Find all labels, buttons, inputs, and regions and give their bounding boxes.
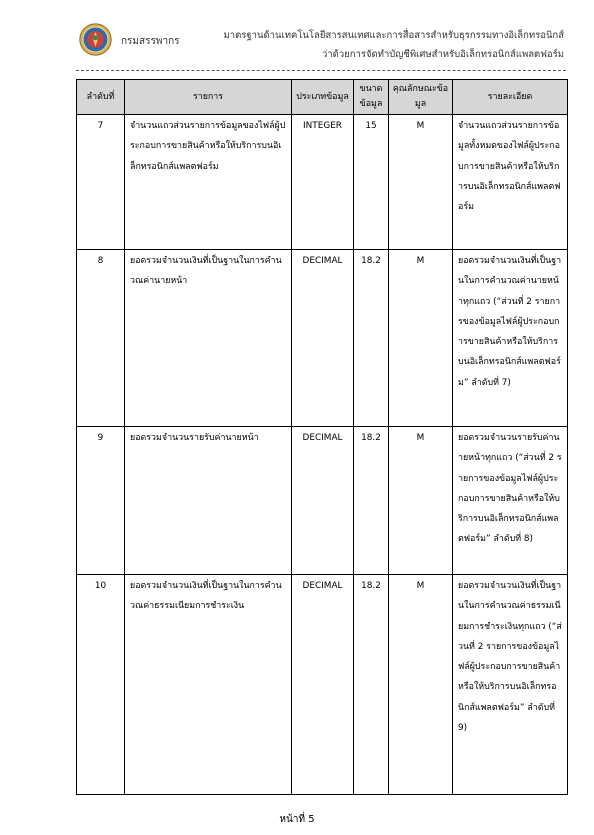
cell-no: 8 <box>77 250 125 427</box>
cell-size: 18.2 <box>354 250 389 427</box>
cell-attribute: M <box>389 250 453 427</box>
cell-description: ยอดรวมจำนวนเงินที่เป็นฐานในการคำนวณค่านายหน้าทุกแถว (“ส่วนที่ 2 รายการของข้อมูลไฟล์ผู้ประกอบการขายสินค้าหรือให้บริการบนอิเล็กทรอนิกส์แพลตฟอร์ม” ลำดับที่ 7) <box>453 250 568 427</box>
page-header <box>0 0 594 80</box>
cell-size: 18.2 <box>354 427 389 575</box>
cell-attribute: M <box>389 427 453 575</box>
cell-description: จำนวนแถวส่วนรายการข้อมูลทั้งหมดของไฟล์ผู้ประกอบการขายสินค้าหรือให้บริการบนอิเล็กทรอนิกส์แพลตฟอร์ม <box>453 115 568 250</box>
column-header-attribute: คุณลักษณะข้อมูล <box>389 80 453 115</box>
agency-name: กรมสรรพากร <box>121 36 180 47</box>
table-row <box>77 250 568 427</box>
table-row <box>77 427 568 575</box>
table-row <box>77 575 568 795</box>
table-header-row <box>77 80 568 115</box>
cell-type: INTEGER <box>292 115 354 250</box>
column-header-size: ขนาดข้อมูล <box>354 80 389 115</box>
document-title-line-2: ว่าด้วยการจัดทำบัญชีพิเศษสำหรับอิเล็กทรอนิกส์แพลตฟอร์ม <box>322 49 564 60</box>
cell-type: DECIMAL <box>292 250 354 427</box>
column-header-type: ประเภทข้อมูล <box>292 80 354 115</box>
document-title-line-1: มาตรฐานด้านเทคโนโลยีสารสนเทศและการสื่อสารสำหรับธุรกรรมทางอิเล็กทรอนิกส์ <box>223 30 564 41</box>
cell-item: ยอดรวมจำนวนเงินที่เป็นฐานในการคำนวณค่านายหน้า <box>125 250 292 427</box>
cell-size: 18.2 <box>354 575 389 795</box>
cell-no: 10 <box>77 575 125 795</box>
cell-type: DECIMAL <box>292 427 354 575</box>
cell-no: 9 <box>77 427 125 575</box>
table-row <box>77 115 568 250</box>
cell-attribute: M <box>389 115 453 250</box>
column-header-no: ลำดับที่ <box>77 80 125 115</box>
cell-description: ยอดรวมจำนวนเงินที่เป็นฐานในการคำนวณค่าธรรมเนียมการชำระเงินทุกแถว (“ส่วนที่ 2 รายการของข้อมูลไฟล์ผู้ประกอบการขายสินค้าหรือให้บริการบนอิเล็กทรอนิกส์แพลตฟอร์ม” ลำดับที่ 9) <box>453 575 568 795</box>
page-number: หน้าที่ 5 <box>279 814 315 825</box>
cell-attribute: M <box>389 575 453 795</box>
column-header-description: รายละเอียด <box>453 80 568 115</box>
cell-no: 7 <box>77 115 125 250</box>
revenue-department-seal-icon <box>79 23 112 56</box>
cell-type: DECIMAL <box>292 575 354 795</box>
cell-item: ยอดรวมจำนวนรายรับค่านายหน้า <box>125 427 292 575</box>
header-divider <box>76 70 566 71</box>
cell-description: ยอดรวมจำนวนรายรับค่านายหน้าทุกแถว (“ส่วนที่ 2 รายการของข้อมูลไฟล์ผู้ประกอบการขายสินค้าหรือให้บริการบนอิเล็กทรอนิกส์แพลตฟอร์ม” ลำดับที่ 8) <box>453 427 568 575</box>
specification-table <box>76 79 568 795</box>
cell-item: จำนวนแถวส่วนรายการข้อมูลของไฟล์ผู้ประกอบการขายสินค้าหรือให้บริการบนอิเล็กทรอนิกส์แพลตฟอร์ม <box>125 115 292 250</box>
cell-item: ยอดรวมจำนวนเงินที่เป็นฐานในการคำนวณค่าธรรมเนียมการชำระเงิน <box>125 575 292 795</box>
cell-size: 15 <box>354 115 389 250</box>
column-header-item: รายการ <box>125 80 292 115</box>
